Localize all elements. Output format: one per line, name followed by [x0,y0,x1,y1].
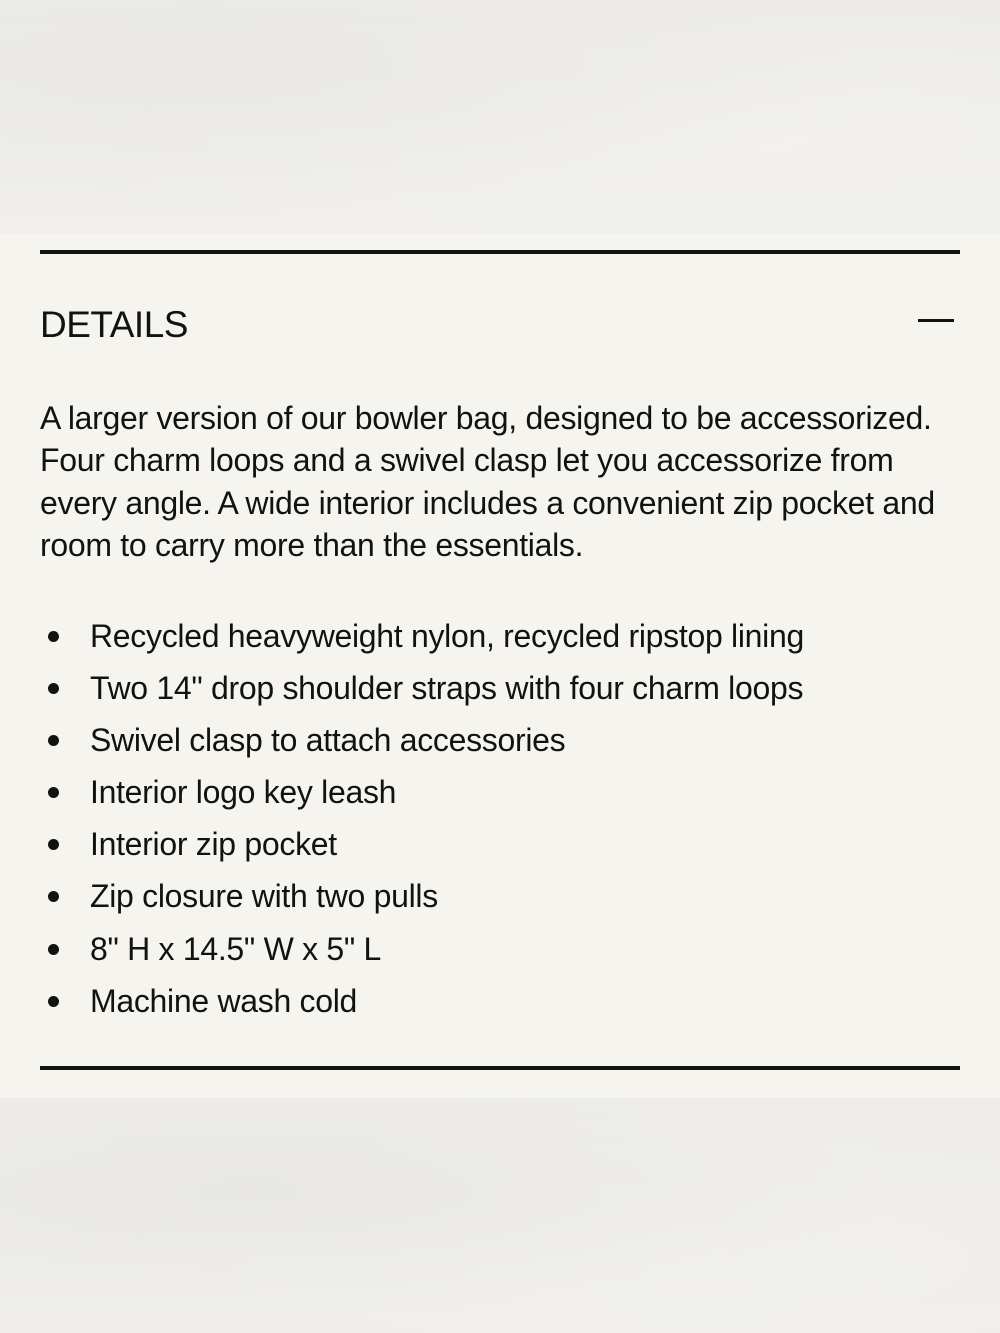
list-item [40,870,960,922]
list-item-text: Machine wash cold [90,982,358,1019]
details-accordion-header[interactable] [40,298,960,350]
bullet-icon [48,631,59,642]
list-item-text: Recycled heavyweight nylon, recycled ripstop lining [90,618,804,654]
list-item-text: Zip closure with two pulls [90,878,438,915]
bullet-icon [48,683,59,694]
list-item [40,923,960,975]
divider-bottom [40,1066,960,1070]
section-title: DETAILS [40,304,188,345]
list-item [40,662,960,714]
blurred-background-top [0,0,1000,234]
list-item [40,766,960,818]
feature-list [40,610,960,1027]
list-item [40,818,960,870]
bullet-icon [48,944,59,955]
list-item [40,610,960,662]
bullet-icon [48,996,59,1007]
bullet-icon [48,787,59,798]
minus-icon[interactable] [918,313,954,329]
divider-top [40,250,960,254]
list-item [40,975,960,1027]
bullet-icon [48,839,59,850]
list-item-text: Interior zip pocket [90,826,337,863]
blurred-background-bottom [0,1098,1000,1333]
list-item-text: 8" H x 14.5" W x 5" L [90,930,381,967]
bullet-icon [48,891,59,902]
list-item-text: Two 14" drop shoulder straps with four charm loops [90,670,804,707]
details-accordion [0,234,1000,1098]
product-description: A larger version of our bowler bag, designed to be accessorized. Four charm loops and a swivel clasp let you accessorize from every angle. A wide interior includes a convenient zip pocket and room to carry more than the essentials. [40,400,935,564]
list-item [40,714,960,766]
bullet-icon [48,735,59,746]
list-item-text: Interior logo key leash [90,774,397,811]
list-item-text: Swivel clasp to attach accessories [90,722,566,759]
